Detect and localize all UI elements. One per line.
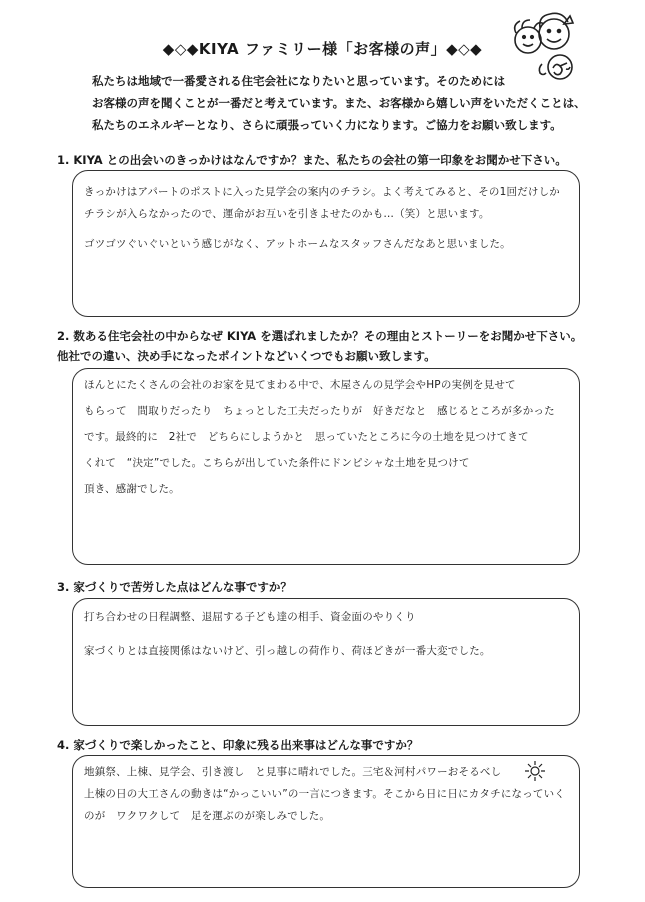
answer-line: のが ワクワクして 足を運ぶのが楽しみでした。	[84, 810, 331, 822]
question-4	[57, 735, 418, 755]
question-text: 他社での違い、決め手になったポイントなどいくつでもお願い致します。	[57, 349, 436, 363]
intro-line: 私たちのエネルギーとなり、さらに頑張っていく力になります。ご協力をお願い致します。	[92, 118, 562, 132]
answer-3	[84, 606, 574, 662]
page-title: ◆◇◆KIYA ファミリー様「お客様の声」◆◇◆	[162, 40, 483, 58]
answer-4	[84, 761, 574, 827]
answer-line: もらって 間取りだったり ちょっとした工夫だったりが 好きだなと 感じるところが多かった	[84, 405, 555, 417]
intro-text	[92, 70, 586, 136]
question-text: 4. 家づくりで楽しかったこと、印象に残る出来事はどんな事ですか？	[57, 738, 419, 752]
answer-line: きっかけはアパートのポストに入った見学会の案内のチラシ。よく考えてみると、その1回だけしか	[84, 186, 560, 198]
question-2	[57, 326, 582, 366]
answer-line: ゴツゴツぐいぐいという感じがなく、アットホームなスタッフさんだなあと思いました。	[84, 238, 511, 250]
sun-doodle-icon	[524, 760, 546, 782]
question-text: 2. 数ある住宅会社の中からなぜ KIYA を選ばれましたか？その理由とストーリーをお聞かせ下さい。	[57, 329, 583, 343]
question-1	[57, 150, 567, 170]
intro-line: 私たちは地域で一番愛される住宅会社になりたいと思っています。そのためには	[92, 74, 506, 88]
answer-2	[84, 372, 574, 502]
answer-line: くれて “決定”でした。こちらが出していた条件にドンピシャな土地を見つけて	[84, 457, 470, 469]
answer-1	[84, 181, 574, 255]
answer-line: 頂き、感謝でした。	[84, 483, 180, 495]
answer-line: 家づくりとは直接関係はないけど、引っ越しの荷作り、荷ほどきが一番大変でした。	[84, 645, 491, 657]
answer-line: チラシが入らなかったので、運命がお互いを引きよせたのかも…（笑）と思います。	[84, 208, 490, 220]
question-3	[57, 577, 292, 597]
answer-line: です。最終的に 2社で どちらにしようかと 思っていたところに今の土地を見つけてきて	[84, 431, 529, 443]
answer-line: 上棟の日の大工さんの動きは“かっこいい”の一言につきます。そこから日に日にカタチになっていく	[84, 788, 566, 800]
question-text: 3. 家づくりで苦労した点はどんな事ですか？	[57, 580, 292, 594]
answer-line: ほんとにたくさんの会社のお家を見てまわる中で、木屋さんの見学会やHPの実例を見せて	[84, 379, 516, 391]
question-text: 1. KIYA との出会いのきっかけはなんですか？また、私たちの会社の第一印象をお聞かせ下さい。	[57, 153, 567, 167]
intro-line: お客様の声を聞くことが一番だと考えています。また、お客様から嬉しい声をいただくことは、	[92, 96, 586, 110]
answer-line: 打ち合わせの日程調整、退屈する子ども達の相手、資金面のやりくり	[84, 611, 416, 623]
answer-line: 地鎮祭、上棟、見学会、引き渡し と見事に晴れでした。三宅＆河村パワーおそるべし	[84, 766, 502, 778]
